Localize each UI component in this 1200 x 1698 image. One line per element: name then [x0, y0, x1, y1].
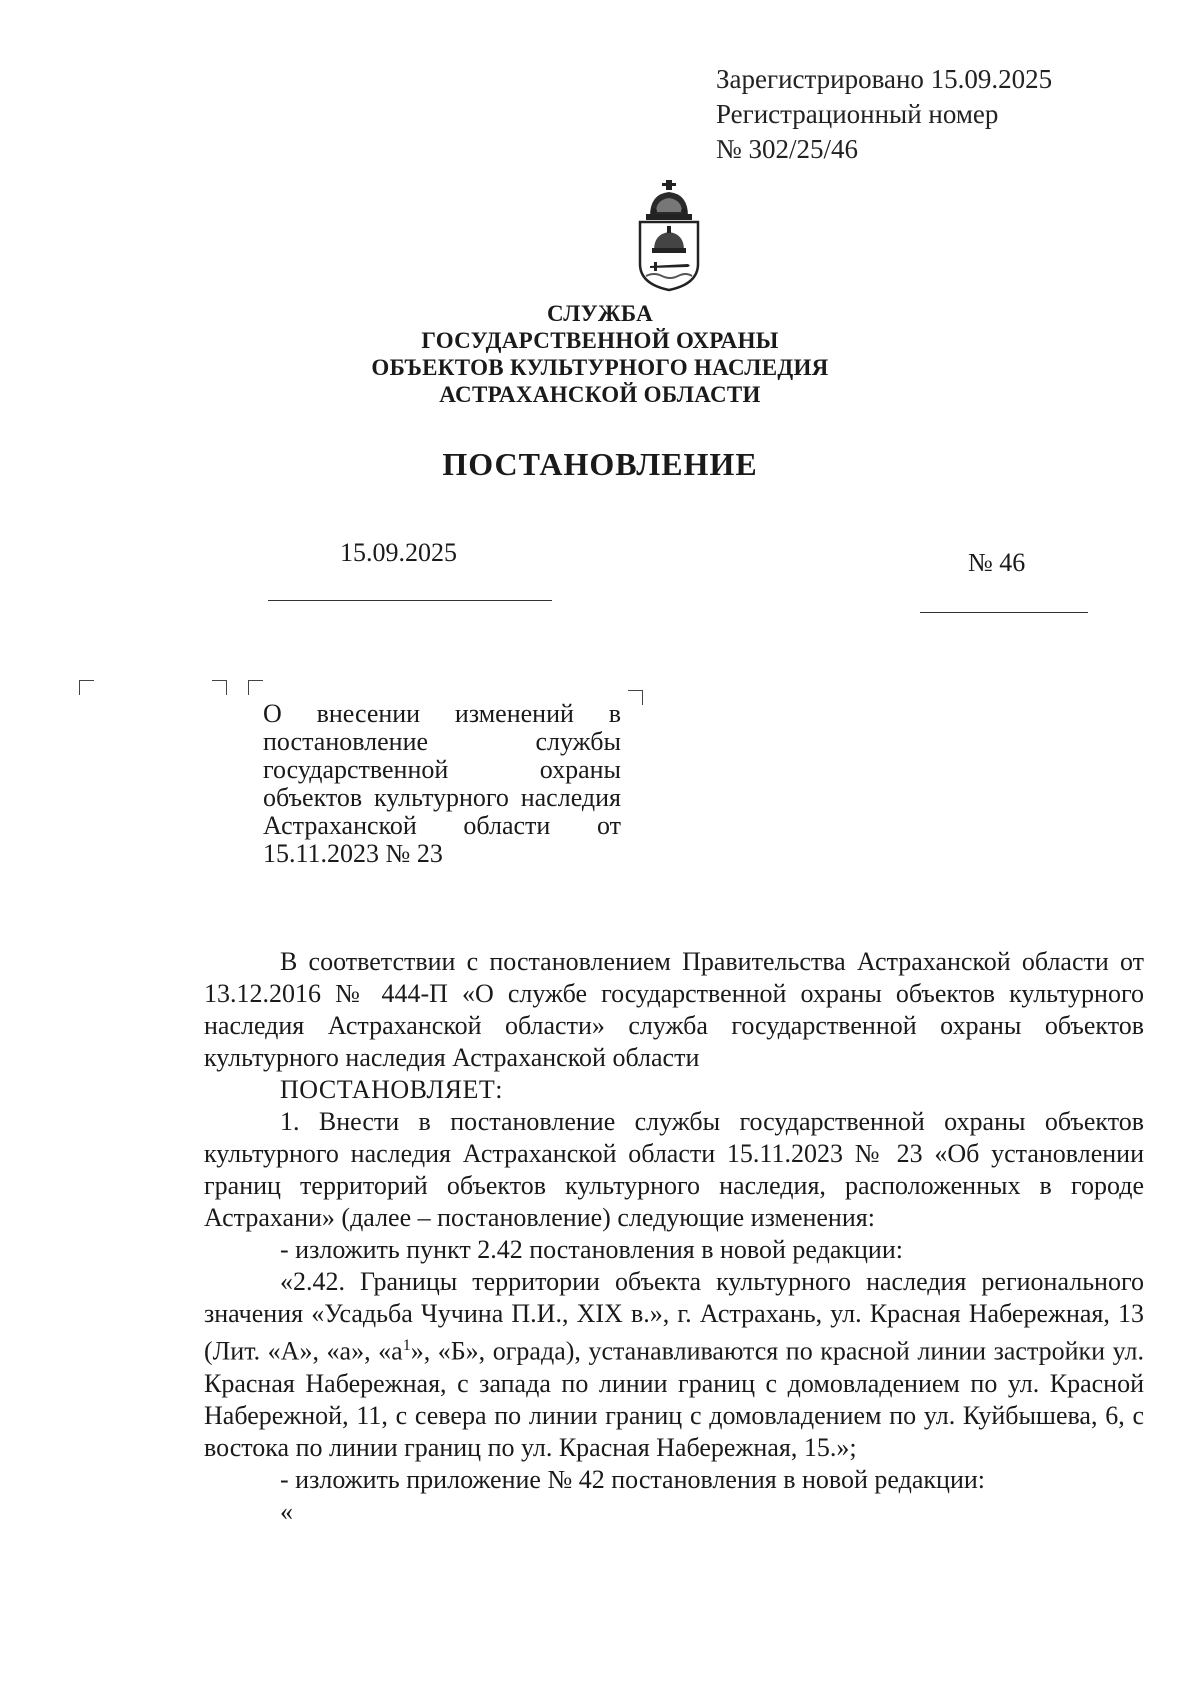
date-underline: [268, 600, 552, 601]
astrakhan-coat-of-arms-icon: [632, 178, 706, 294]
organization-line-4: АСТРАХАНСКОЙ ОБЛАСТИ: [439, 382, 761, 407]
resolution-word: ПОСТАНОВЛЯЕТ:: [280, 1075, 503, 1104]
document-type: ПОСТАНОВЛЕНИЕ: [442, 446, 758, 482]
registration-number: № 302/25/46: [716, 134, 859, 164]
body-paragraph: [204, 1266, 1144, 1464]
superscript: 1: [402, 1337, 411, 1354]
organization-line-3: ОБЪЕКТОВ КУЛЬТУРНОГО НАСЛЕДИЯ: [371, 355, 829, 380]
body-paragraph: В соответствии с постановлением Правительства Астраханской области от 13.12.2016 № 444-П «О службе государственной охраны объектов культурного наследия Астраханской области» служба государственной охраны объектов культурного наследия Астраханской области: [204, 947, 1144, 1072]
document-body: [204, 946, 1144, 1528]
document-number: № 46: [968, 548, 1026, 577]
organization-line-1: СЛУЖБА: [546, 301, 654, 326]
registration-stamp: [716, 62, 1052, 167]
document-subject: О внесении изменений в постановление службы государственной охраны объектов культурного наследия Астраханской области от 15.11.2023 № 23: [263, 699, 621, 868]
body-paragraph: - изложить пункт 2.42 постановления в новой редакции:: [280, 1235, 903, 1264]
subject-corner-mark: [248, 680, 263, 695]
opening-quote: «: [280, 1496, 293, 1526]
registration-date: Зарегистрировано 15.09.2025: [716, 64, 1053, 94]
text-segment: «2.42. Границы территории объекта культурного наследия регионального значения «Усадьба Чучина П.И., XIX в.», г. Астрахань, ул. Красная Набережная, 13 (Лит. «А», «а», «а: [204, 1267, 1144, 1366]
body-paragraph: 1. Внести в постановление службы государственной охраны объектов культурного наследия Астраханской области 15.11.2023 № 23 «Об установлении границ территорий объектов культурного наследия, расположенных в городе Астрахани» (далее – постановление) следующие изменения:: [204, 1107, 1144, 1232]
subject-corner-mark: [628, 690, 643, 705]
margin-corner-mark: [79, 680, 94, 695]
organization-line-2: ГОСУДАРСТВЕННОЙ ОХРАНЫ: [421, 328, 779, 353]
registration-label: Регистрационный номер: [716, 99, 999, 129]
organization-name: [0, 300, 1200, 408]
margin-corner-mark: [212, 680, 227, 695]
number-underline: [920, 612, 1088, 613]
document-date: 15.09.2025: [340, 538, 457, 567]
text-segment: », «Б», ограда), устанавливаются по красной линии застройки ул. Красная Набережная, с запада по линии границ с домовладением по ул. Красной Набережной, 11, с севера по линии границ с домовладением по ул. Куйбышева, 6, с востока по линии границ по ул. Красная Набережная, 15.»;: [204, 1336, 1144, 1462]
body-paragraph: - изложить приложение № 42 постановления в новой редакции:: [280, 1464, 985, 1494]
